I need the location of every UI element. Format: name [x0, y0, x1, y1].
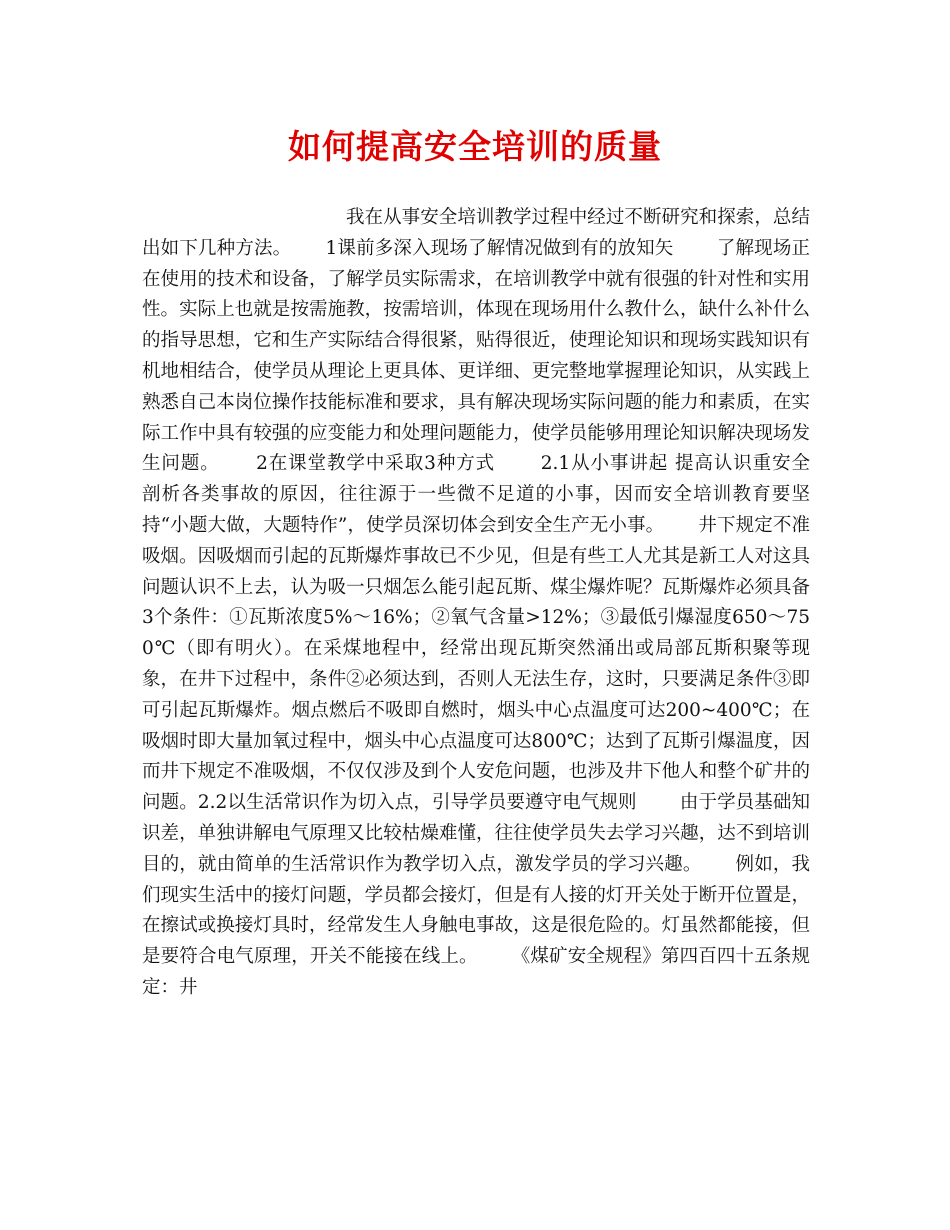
document-title: 如何提高安全培训的质量	[288, 127, 662, 166]
document-body: 我在从事安全培训教学过程中经过不断研究和探索，总结出如下几种方法。 1课前多深入现场了解情况做到有的放知矢 了解现场正在使用的技术和设备，了解学员实际需求，在培训教学中就有很强的针对性和实用性。实际上也就是按需施教，按需培训，体现在现场用什么教什么，缺什么补什么的指导思想，它和生产实际结合得很紧，贴得很近，使理论知识和现场实践知识有机地相结合，使学员从理论上更具体、更详细、更完整地掌握理论知识，从实践上熟悉自己本岗位操作技能标准和要求，具有解决现场实际问题的能力和素质，在实际工作中具有较强的应变能力和处理问题能力，使学员能够用理论知识解决现场发生问题。 2在课堂教学中采取3种方式 2.1从小事讲起 提高认识重安全 剖析各类事故的原因，往往源于一些微不足道的小事，因而安全培训教育要坚持“小题大做，大题特作”，使学员深切体会到安全生产无小事。 井下规定不准吸烟。因吸烟而引起的瓦斯爆炸事故已不少见，但是有些工人尤其是新工人对这具问题认识不上去，认为吸一只烟怎么能引起瓦斯、煤尘爆炸呢？瓦斯爆炸必须具备3个条件：①瓦斯浓度5%～16%；②氧气含量>12%；③最低引爆湿度650～750℃（即有明火）。在采煤地程中，经常出现瓦斯突然涌出或局部瓦斯积聚等现象，在井下过程中，条件②必须达到，否则人无法生存，这时，只要满足条件③即可引起瓦斯爆炸。烟点燃后不吸即自燃时，烟头中心点温度可达200~400℃；在吸烟时即大量加氧过程中，烟头中心点温度可达800℃；达到了瓦斯引爆温度，因而井下规定不准吸烟，不仅仅涉及到个人安危问题，也涉及井下他人和整个矿井的问题。2.2以生活常识作为切入点，引导学员要遵守电气规则 由于学员基础知识差，单独讲解电气原理又比较枯燥难懂，往往使学员失去学习兴趣，达不到培训目的，就由简单的生活常识作为教学切入点，激发学员的学习兴趣。 例如，我们现实生活中的接灯问题，学员都会接灯，但是有人接的灯开关处于断开位置是，在擦试或换接灯具时，经常发生人身触电事故，这是很危险的。灯虽然都能接，但是要符合电气原理，开关不能接在线上。 《煤矿安全规程》第四百四十五条规定：井	[142, 207, 829, 998]
